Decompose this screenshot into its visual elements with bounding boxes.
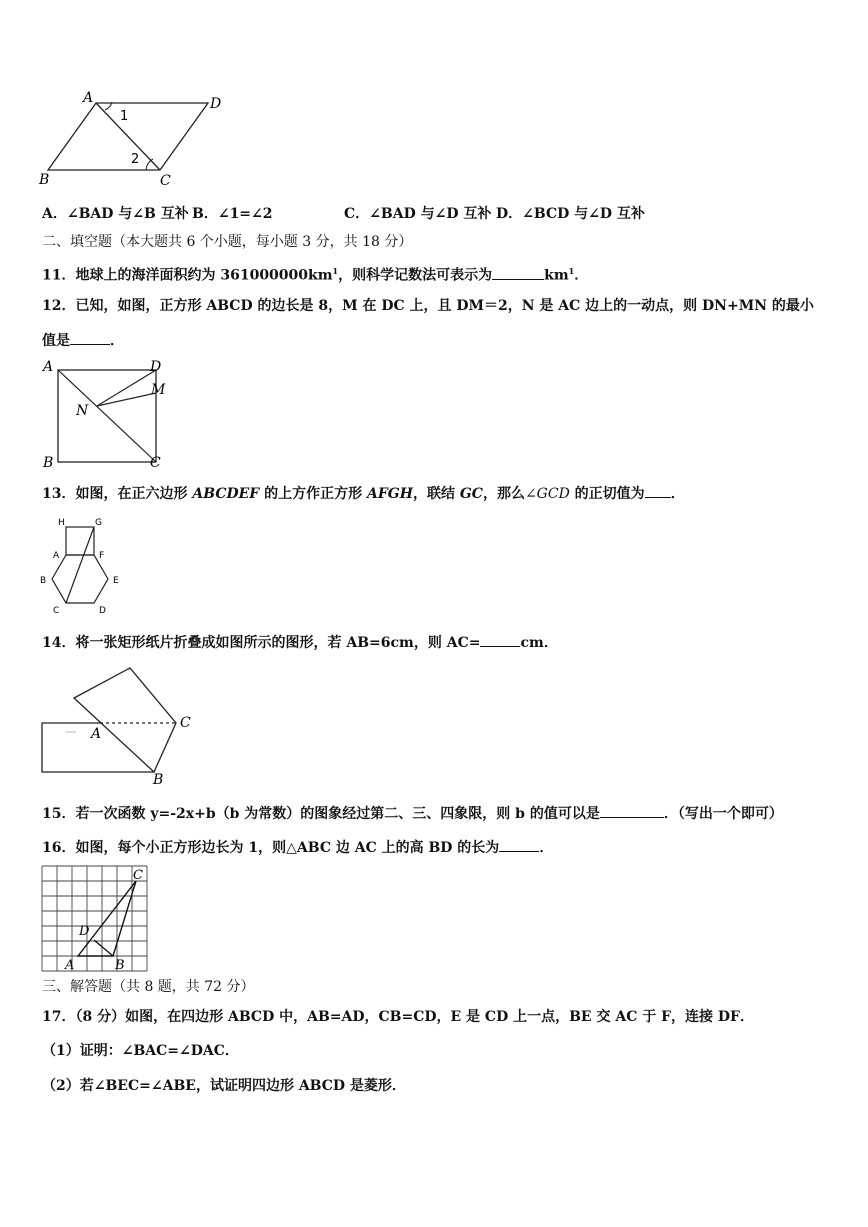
q11-text-mid: ，则科学记数法可表示为 xyxy=(338,267,493,284)
label-D: D xyxy=(99,606,106,616)
folded-paper-figure xyxy=(36,660,206,788)
q11-sup1: 1 xyxy=(332,266,339,276)
label-A: A xyxy=(65,958,75,973)
label-H: H xyxy=(58,518,65,528)
label-angle1: 1 xyxy=(120,109,129,124)
label-B: B xyxy=(43,455,54,471)
question-11 xyxy=(42,262,588,285)
q15-answer-blank[interactable] xyxy=(600,803,664,818)
label-C: C xyxy=(150,455,161,471)
q14-unit: cm． xyxy=(520,635,558,651)
q12-end: ． xyxy=(110,333,124,349)
q13-square-name: AFGH xyxy=(366,486,413,502)
q11-answer-blank[interactable] xyxy=(492,265,544,280)
label-A: A xyxy=(83,90,94,106)
label-C: C xyxy=(133,868,143,883)
label-C: C xyxy=(180,715,191,731)
q14-text-pre: 14．将一张矩形纸片折叠成如图所示的图形，若 AB=6cm，则 AC= xyxy=(42,635,481,651)
q10-option-c: C．∠BAD 与∠D 互补 xyxy=(344,206,492,222)
label-A: A xyxy=(53,551,60,561)
q15-text-post: ．（写出一个即可） xyxy=(663,806,783,822)
label-C: C xyxy=(160,173,171,188)
q13-text-mid3: ，那么 xyxy=(482,486,525,502)
label-B: B xyxy=(40,576,47,586)
label-C: C xyxy=(53,606,60,616)
q13-segment-name: GC xyxy=(459,486,483,502)
label-E: E xyxy=(113,576,119,586)
label-A: A xyxy=(43,359,54,375)
grid-triangle-figure xyxy=(40,864,152,974)
q12-answer-blank[interactable] xyxy=(70,330,110,345)
section3-title: 三、解答题（共 8 题，共 72 分） xyxy=(42,979,255,995)
q14-answer-blank[interactable] xyxy=(480,632,520,647)
q11-sup2: 1 xyxy=(568,266,575,276)
q13-angle: ∠GCD xyxy=(524,486,570,502)
q11-text-pre: 11．地球上的海洋面积约为 361000000km xyxy=(42,267,333,284)
q16-answer-blank[interactable] xyxy=(499,837,539,852)
label-M: M xyxy=(151,382,166,398)
label-B: B xyxy=(153,772,164,788)
label-D: D xyxy=(150,359,162,375)
label-B: B xyxy=(115,958,125,973)
question-17-part2: （2）若∠BEC=∠ABE，试证明四边形 ABCD 是菱形． xyxy=(42,1078,406,1094)
label-F: F xyxy=(99,551,105,561)
q10-option-d: D．∠BCD 与∠D 互补 xyxy=(496,206,645,222)
label-B: B xyxy=(39,172,50,188)
label-A: A xyxy=(91,726,102,742)
q13-text-pre: 13．如图，在正六边形 xyxy=(42,486,193,502)
question-12-line1: 12．已知，如图，正方形 ABCD 的边长是 8，M 在 DC 上，且 DM＝2，N 是 AC 边上的一动点，则 DN+MN 的最小 xyxy=(42,298,814,314)
parallelogram-figure xyxy=(36,88,236,188)
square-figure xyxy=(38,356,173,471)
q11-end: ． xyxy=(574,267,589,284)
q10-option-b: B．∠1=∠2 xyxy=(192,206,273,222)
hexagon-figure xyxy=(36,512,136,618)
label-angle2: 2 xyxy=(131,152,140,167)
label-G: G xyxy=(95,518,102,528)
question-15 xyxy=(42,803,783,823)
q16-end: ． xyxy=(539,840,554,856)
q12-text-pre: 值是 xyxy=(42,333,70,349)
question-14 xyxy=(42,632,558,652)
q16-text-pre: 16．如图，每个小正方形边长为 1，则△ABC 边 AC 上的高 BD 的长为 xyxy=(42,840,500,856)
q10-option-a: A．∠BAD 与∠B 互补 xyxy=(42,206,189,222)
question-12-line2 xyxy=(42,330,124,350)
question-13 xyxy=(42,483,685,503)
q13-hexagon-name: ABCDEF xyxy=(192,486,260,502)
question-17-part1: （1）证明：∠BAC=∠DAC． xyxy=(42,1043,239,1059)
q11-unit: km xyxy=(544,267,569,284)
q13-text-mid: 的上方作正方形 xyxy=(259,486,367,502)
question-17-stem: 17．（8 分）如图，在四边形 ABCD 中，AB=AD，CB=CD，E 是 CD 上一点，BE 交 AC 于 F，连接 DF． xyxy=(42,1009,754,1025)
label-D: D xyxy=(79,924,90,939)
q13-text-mid4: 的正切值为 xyxy=(569,486,645,502)
section2-title: 二、填空题（本大题共 6 个小题，每小题 3 分，共 18 分） xyxy=(42,234,413,250)
q13-end: ． xyxy=(670,486,685,502)
q13-answer-blank[interactable] xyxy=(645,483,671,498)
q13-text-mid2: ，联结 xyxy=(412,486,460,502)
question-16 xyxy=(42,837,553,857)
label-N: N xyxy=(76,403,89,419)
label-D: D xyxy=(210,96,222,112)
q15-text-pre: 15．若一次函数 y=-2x+b（b 为常数）的图象经过第二、三、四象限，则 b 的值可以是 xyxy=(42,806,600,822)
